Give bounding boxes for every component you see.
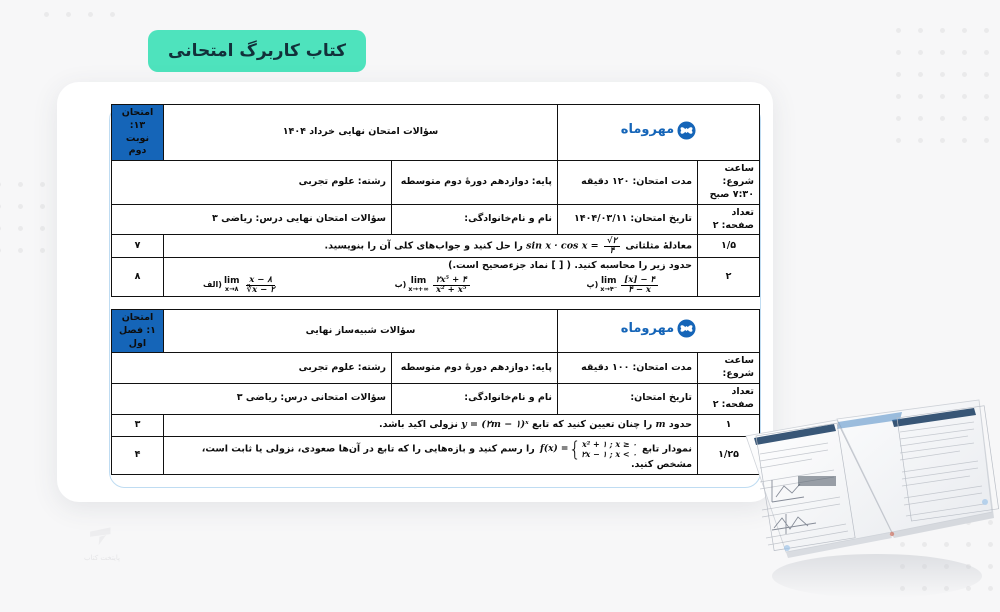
limit-tag-1: الف) [203, 279, 222, 289]
dot [984, 138, 989, 143]
date-1 [558, 204, 698, 235]
watermark-label: پایتخت کتاب [84, 554, 120, 562]
worksheet-2-subtitle: سؤالات شبیه‌ساز نهایی [163, 310, 557, 353]
limit-approach-2: x→+∞ [408, 285, 429, 294]
limit-numerator-1: x − ۸ [246, 276, 275, 286]
piecewise-rows [581, 439, 637, 459]
limit-numerator-3: [x] − ۴ [621, 276, 658, 286]
start-time-label-2: ساعت شروع: [722, 355, 754, 380]
dot [918, 72, 923, 77]
limit-operator-2: lim x→+∞ [408, 276, 429, 294]
dot [896, 94, 901, 99]
course-2 [111, 384, 391, 415]
duration-value-2: ۱۰۰ دقیقه [581, 361, 630, 373]
dot [940, 138, 945, 143]
table-row [111, 414, 759, 436]
dot [18, 182, 23, 187]
dot [40, 204, 45, 209]
brace-icon: { [568, 436, 582, 461]
question-number: ۸ [112, 258, 164, 297]
field-label-2: رشته: [357, 361, 386, 373]
dot [984, 50, 989, 55]
butterfly-clover-icon [677, 319, 696, 338]
dot [896, 116, 901, 121]
dot [18, 248, 23, 253]
limit-denominator-2: x² + x⁵ [435, 284, 467, 295]
worksheet-1-header-row [112, 105, 760, 161]
equation-fraction [604, 237, 620, 255]
worksheet-card [57, 82, 773, 502]
dot [984, 28, 989, 33]
dot [40, 182, 45, 187]
dot [940, 50, 945, 55]
question-text-before: حدود [668, 418, 692, 430]
dot [0, 248, 1, 253]
start-time-value-1: ۷:۳۰ صبح [709, 188, 754, 200]
pages-1 [698, 204, 760, 235]
question-score: ۱/۵ [698, 235, 760, 258]
butterfly-clover-icon [677, 121, 696, 140]
limit-tag-2: ب) [394, 279, 407, 289]
dot [918, 50, 923, 55]
question-text [164, 258, 698, 297]
grade-1 [392, 161, 558, 204]
question-text-before: معادلۀ مثلثاتی [625, 240, 692, 252]
date-label-2: تاریخ امتحان: [630, 392, 692, 404]
duration-value-1: ۱۲۰ دقیقه [581, 176, 630, 188]
worksheet-2-info-row-1 [111, 353, 759, 384]
dot [18, 204, 23, 209]
dot [0, 226, 1, 231]
worksheet-1-title: امتحان ۱۳: نوبت دوم [112, 105, 164, 161]
dot [88, 12, 93, 17]
limits-row [169, 273, 692, 294]
field-2 [111, 353, 391, 384]
limit-denominator-1: ∛x − ۲ [246, 284, 275, 295]
worksheet-2-header-row [111, 310, 759, 353]
trig-equation [526, 237, 622, 255]
brand-logo-cell [558, 310, 760, 353]
field-value-2: علوم تجربی [298, 361, 355, 373]
question-score: ۱ [698, 414, 760, 436]
table-row [112, 235, 760, 258]
student-name-label-1: نام و نام‌خانوادگی: [464, 213, 552, 225]
dot [896, 28, 901, 33]
limit-item-2 [393, 276, 472, 294]
open-book-image [742, 398, 1000, 608]
worksheet-1-info-row-2 [112, 204, 760, 235]
brand-name: مهروماه [620, 321, 675, 337]
grade-value-2: دوازدهم دورهٔ دوم متوسطه [400, 361, 529, 373]
limit-numerator-2: ۲x⁵ + ۴ [433, 276, 470, 286]
fraction-numerator: √۲ [604, 237, 620, 247]
fraction-denominator: ۴ [609, 245, 615, 256]
brand-logo [621, 319, 696, 338]
piecewise-label: f(x) = [540, 443, 569, 454]
dot [962, 28, 967, 33]
dot [896, 72, 901, 77]
dot [962, 116, 967, 121]
worksheet-1 [110, 104, 760, 297]
dot [940, 116, 945, 121]
question-text-after: را رسم کنید و بازه‌هایی را که تابع در آن‌ها صعودی، نزولی یا ثابت است، مشخص کنید. [201, 443, 692, 470]
dot [110, 12, 115, 17]
question-variable: m [655, 418, 666, 430]
question-number: ۳ [111, 414, 163, 436]
dot [962, 94, 967, 99]
course-label-2: سؤالات امتحانی درس: [280, 392, 386, 404]
piecewise-line-1: x² + ۱ ; x ≥ ۰ [581, 438, 637, 449]
question-text [163, 436, 697, 474]
duration-label-1: مدت امتحان: [632, 176, 692, 188]
limit-item-1 [201, 276, 280, 294]
question-score: ۲ [698, 258, 760, 297]
piecewise-function [540, 436, 637, 461]
pages-value-1: ۲ [712, 219, 719, 231]
student-name-1 [392, 204, 558, 235]
pages-label-1: تعداد صفحه: [721, 206, 754, 231]
duration-1 [558, 161, 698, 204]
grade-label-2: پایه: [531, 361, 552, 373]
dot [962, 138, 967, 143]
equation-lhs: sin x · cos x = [526, 240, 599, 252]
question-number: ۷ [112, 235, 164, 258]
dot [66, 12, 71, 17]
dot [984, 94, 989, 99]
dot [940, 28, 945, 33]
date-value-1: ۱۴۰۴/۰۳/۱۱ [573, 213, 628, 225]
question-text-after: را حل کنید و جواب‌های کلی آن را بنویسید. [324, 240, 523, 252]
dot [984, 116, 989, 121]
dot [40, 226, 45, 231]
limit-operator-3: lim x→۴⁻ [600, 276, 618, 294]
worksheet-1-subtitle: سؤالات امتحان نهایی خرداد ۱۴۰۴ [164, 105, 558, 161]
page-title-badge [148, 30, 366, 72]
dot [918, 28, 923, 33]
dot [962, 72, 967, 77]
dot [918, 138, 923, 143]
field-label-1: رشته: [357, 176, 386, 188]
table-row [112, 258, 760, 297]
question-text-after: نزولی اکید باشد. [379, 418, 458, 430]
grade-2 [392, 353, 558, 384]
start-time-1 [698, 161, 760, 204]
dot [962, 50, 967, 55]
field-value-1: علوم تجربی [298, 176, 355, 188]
limit-operator-1: lim x→۸ [223, 276, 240, 294]
limit-item-3 [585, 276, 660, 294]
limit-fraction-1 [244, 276, 278, 294]
dot [0, 182, 1, 187]
question-number: ۴ [111, 436, 163, 474]
grade-label-1: پایه: [531, 176, 552, 188]
question-text-before: نمودار تابع [642, 443, 692, 455]
question-score: ۱/۲۵ [698, 436, 760, 474]
grade-value-1: دوازدهم دورهٔ دوم متوسطه [400, 176, 529, 188]
limit-fraction-3 [621, 276, 658, 294]
limit-fraction-2 [433, 276, 470, 294]
paytakht-ketab-logo-icon [85, 518, 119, 552]
dot [18, 226, 23, 231]
pages-value-2: ۲ [712, 398, 719, 410]
date-2 [558, 384, 698, 415]
limit-tag-3: پ) [586, 279, 599, 289]
course-value-1: ریاضی ۳ [211, 213, 253, 225]
course-1 [112, 204, 392, 235]
course-value-2: ریاضی ۳ [236, 392, 278, 404]
worksheet-2-table [111, 309, 760, 475]
dot [40, 248, 45, 253]
duration-label-2: مدت امتحان: [632, 361, 692, 373]
worksheet-1-info-row-1 [112, 161, 760, 204]
dot [918, 116, 923, 121]
pages-label-2: تعداد صفحه: [721, 386, 754, 410]
piecewise-line-2: ۲x − ۱ ; x < ۰ [581, 448, 637, 459]
watermark [52, 518, 152, 562]
worksheet-2 [110, 309, 760, 475]
limit-approach-3: x→۴⁻ [600, 285, 618, 294]
student-name-2 [392, 384, 558, 415]
student-name-label-2: نام و نام‌خانوادگی: [464, 392, 552, 404]
dot [896, 50, 901, 55]
question-text [164, 235, 698, 258]
question-prompt: حدود زیر را محاسبه کنید. ( [ ] نماد جزءصحیح است.) [448, 260, 692, 272]
field-1 [112, 161, 392, 204]
duration-2 [558, 353, 698, 384]
dot [940, 94, 945, 99]
brand-logo [621, 121, 696, 140]
worksheet-2-info-row-2 [111, 384, 759, 415]
worksheet-card-inner-border [109, 104, 761, 488]
page-title: کتاب کاربرگ امتحانی [168, 41, 347, 61]
start-time-2 [698, 353, 760, 384]
dot [0, 204, 1, 209]
limit-denominator-3: ۴ − x [628, 284, 651, 295]
dot [896, 138, 901, 143]
course-label-1: سؤالات امتحان نهایی درس: [255, 213, 386, 225]
date-label-1: تاریخ امتحان: [630, 213, 692, 225]
exponential-equation: y = (۲m − ۱)ˣ [461, 418, 529, 430]
question-text [163, 414, 697, 436]
worksheet-2-title: امتحان ۱: فصل اول [111, 310, 163, 353]
brand-logo-cell [558, 105, 760, 161]
brand-name: مهروماه [620, 122, 675, 138]
table-row [111, 436, 759, 474]
dot [918, 94, 923, 99]
limit-approach-1: x→۸ [224, 285, 239, 294]
dot [940, 72, 945, 77]
dot [984, 72, 989, 77]
worksheet-1-table [111, 104, 760, 297]
question-text-mid: را چنان تعیین کنید که تابع [532, 418, 653, 430]
start-time-label-1: ساعت شروع: [722, 163, 754, 188]
dot [44, 12, 49, 17]
